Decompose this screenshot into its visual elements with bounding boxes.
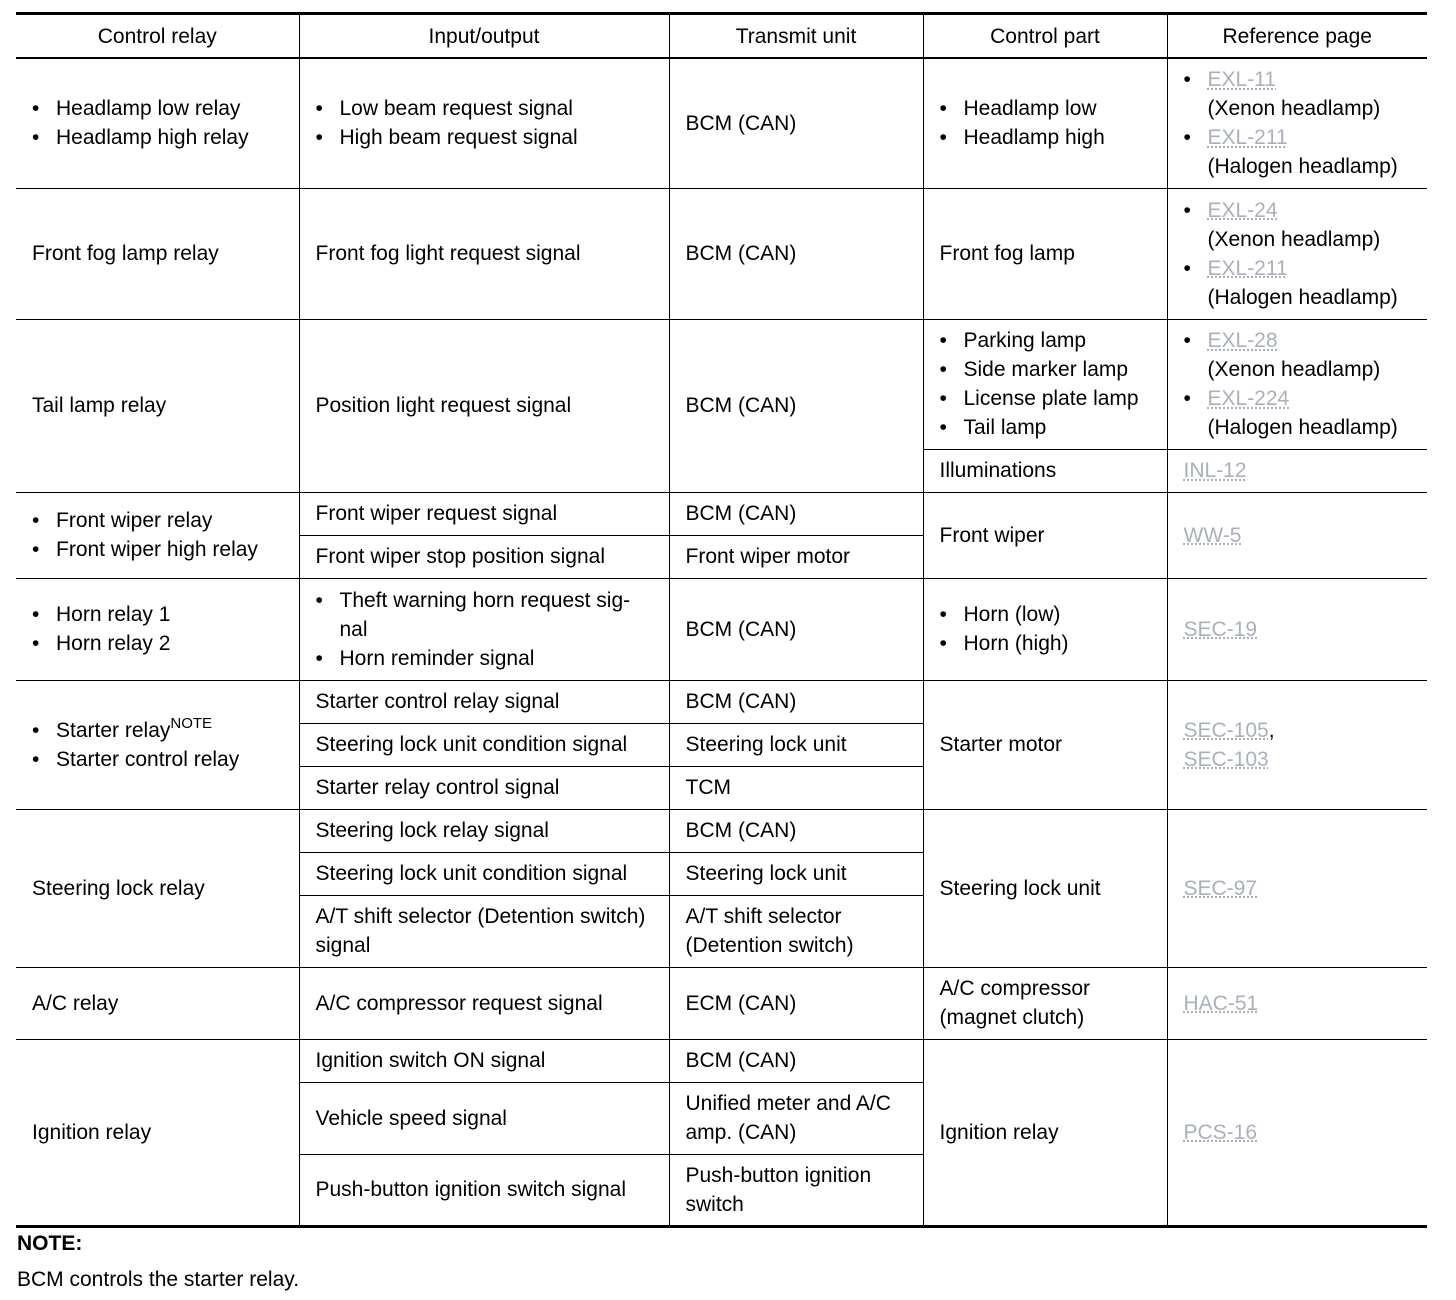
input-output-cell: Front wiper request signal <box>299 492 669 535</box>
reference-page-cell <box>1167 967 1427 1039</box>
list-item: • Horn (high) <box>940 629 1157 658</box>
reference-link[interactable]: EXL-211 <box>1207 256 1288 280</box>
control-part-cell: Starter motor <box>923 680 1167 809</box>
table-row-ac <box>16 967 1427 1039</box>
list-item: • Headlamp high relay <box>32 123 289 152</box>
input-output-cell: Position light request signal <box>299 319 669 492</box>
control-part-cell: Ignition relay <box>923 1039 1167 1226</box>
header-input-output: Input/output <box>299 14 669 59</box>
reference-link[interactable]: EXL-11 <box>1207 68 1276 92</box>
header-control-relay: Control relay <box>16 14 299 59</box>
transmit-unit-cell: Steering lock unit <box>669 852 923 895</box>
transmit-unit-cell: Push-button ignition switch <box>669 1154 923 1226</box>
table-row-horn <box>16 578 1427 680</box>
input-output-cell: Vehicle speed signal <box>299 1082 669 1154</box>
list-item: • Front wiper high relay <box>32 535 289 564</box>
reference-page-cell <box>1167 188 1427 319</box>
control-relay-cell: Steering lock relay <box>16 809 299 967</box>
reference-note: (Halogen headlamp) <box>1207 155 1398 179</box>
input-output-cell: Starter relay control signal <box>299 766 669 809</box>
note-superscript: NOTE <box>170 714 213 732</box>
control-part-cell: Steering lock unit <box>923 809 1167 967</box>
input-output-cell: A/T shift selector (Detention switch) signal <box>299 895 669 967</box>
reference-page-cell <box>1167 58 1427 188</box>
control-relay-cell: A/C relay <box>16 967 299 1039</box>
control-relay-cell <box>16 680 299 809</box>
input-output-cell <box>299 58 669 188</box>
relay-table-wrapper <box>16 12 1427 1228</box>
transmit-unit-cell: BCM (CAN) <box>669 188 923 319</box>
input-output-cell: Ignition switch ON signal <box>299 1039 669 1082</box>
list-item: • Horn relay 1 <box>32 600 289 629</box>
reference-page-cell <box>1167 1039 1427 1226</box>
table-row-tail-lamp <box>16 319 1427 449</box>
list-item: • Starter control relay <box>32 745 289 774</box>
control-relay-cell: Front fog lamp relay <box>16 188 299 319</box>
input-output-cell: A/C compressor request signal <box>299 967 669 1039</box>
list-item: • License plate lamp <box>940 384 1157 413</box>
list-item: • Low beam request signal <box>316 94 659 123</box>
reference-link[interactable]: INL-12 <box>1183 459 1247 482</box>
control-part-cell: Illuminations <box>923 449 1167 492</box>
list-item: • Tail lamp <box>940 413 1157 442</box>
input-output-cell <box>299 578 669 680</box>
reference-page-cell <box>1167 319 1427 449</box>
transmit-unit-cell: BCM (CAN) <box>669 58 923 188</box>
input-output-cell: Push-button ignition switch signal <box>299 1154 669 1226</box>
control-part-cell <box>923 58 1167 188</box>
transmit-unit-cell: BCM (CAN) <box>669 680 923 723</box>
reference-note: (Xenon headlamp) <box>1207 358 1381 381</box>
table-row-front-fog <box>16 188 1427 319</box>
list-item: • Side marker lamp <box>940 355 1157 384</box>
reference-link[interactable]: WW-5 <box>1183 523 1242 547</box>
reference-link[interactable]: EXL-24 <box>1207 198 1278 222</box>
table-row-ignition <box>16 1039 1427 1082</box>
reference-page-cell <box>1167 809 1427 967</box>
reference-link[interactable]: PCS-16 <box>1183 1120 1258 1144</box>
list-item: • Headlamp low relay <box>32 94 289 123</box>
input-output-cell: Front fog light request signal <box>299 188 669 319</box>
header-transmit-unit: Transmit unit <box>669 14 923 59</box>
control-relay-cell <box>16 58 299 188</box>
control-part-cell <box>923 578 1167 680</box>
list-item: • Headlamp low <box>940 94 1157 123</box>
reference-link[interactable]: SEC-19 <box>1183 617 1258 641</box>
reference-separator: , <box>1268 718 1275 742</box>
table-row-steering-lock <box>16 809 1427 852</box>
transmit-unit-cell: BCM (CAN) <box>669 578 923 680</box>
list-item <box>32 716 289 745</box>
control-relay-table <box>16 12 1427 1228</box>
list-item <box>1184 326 1418 384</box>
list-item <box>1184 123 1418 181</box>
starter-relay-label: Starter relay <box>56 718 171 742</box>
control-relay-cell <box>16 578 299 680</box>
reference-link[interactable]: HAC-51 <box>1183 991 1259 1015</box>
note-text: BCM controls the starter relay. <box>17 1268 300 1291</box>
list-item <box>1184 65 1418 123</box>
list-item <box>1184 384 1418 442</box>
input-output-cell: Front wiper stop position signal <box>299 535 669 578</box>
list-item: • Horn relay 2 <box>32 629 289 658</box>
transmit-unit-cell: BCM (CAN) <box>669 319 923 492</box>
list-item: • Parking lamp <box>940 326 1157 355</box>
reference-note: (Halogen headlamp) <box>1207 285 1398 309</box>
list-item: • Front wiper relay <box>32 506 289 535</box>
transmit-unit-cell: Front wiper motor <box>669 535 923 578</box>
control-part-cell: A/C compressor (magnet clutch) <box>923 967 1167 1039</box>
reference-link[interactable]: EXL-28 <box>1207 329 1278 352</box>
header-reference-page: Reference page <box>1167 14 1427 59</box>
reference-page-cell <box>1167 449 1427 492</box>
transmit-unit-cell: BCM (CAN) <box>669 809 923 852</box>
input-output-cell: Steering lock unit condition signal <box>299 723 669 766</box>
table-row-starter <box>16 680 1427 723</box>
control-part-cell <box>923 319 1167 449</box>
control-relay-cell <box>16 492 299 578</box>
input-output-cell: Starter control relay signal <box>299 680 669 723</box>
header-row <box>16 14 1427 59</box>
reference-link[interactable]: SEC-97 <box>1183 876 1258 900</box>
reference-link[interactable]: SEC-105 <box>1183 718 1269 742</box>
table-row-front-wiper <box>16 492 1427 535</box>
reference-page-cell <box>1167 680 1427 809</box>
transmit-unit-cell: BCM (CAN) <box>669 1039 923 1082</box>
transmit-unit-cell: Unified meter and A/C amp. (CAN) <box>669 1082 923 1154</box>
transmit-unit-cell: Steering lock unit <box>669 723 923 766</box>
reference-page-cell <box>1167 578 1427 680</box>
reference-page-cell <box>1167 492 1427 578</box>
reference-link[interactable]: SEC-103 <box>1183 747 1269 771</box>
list-item: • High beam request signal <box>316 123 659 152</box>
reference-link[interactable]: EXL-224 <box>1207 387 1290 410</box>
control-relay-cell: Ignition relay <box>16 1039 299 1226</box>
list-item <box>1184 196 1418 254</box>
control-relay-cell: Tail lamp relay <box>16 319 299 492</box>
reference-link[interactable]: EXL-211 <box>1207 126 1288 150</box>
transmit-unit-cell: BCM (CAN) <box>669 492 923 535</box>
transmit-unit-cell: ECM (CAN) <box>669 967 923 1039</box>
list-item <box>1184 254 1418 312</box>
control-part-cell: Front wiper <box>923 492 1167 578</box>
reference-note: (Halogen headlamp) <box>1207 416 1398 439</box>
list-item: • Horn reminder signal <box>316 644 659 673</box>
list-item: • Headlamp high <box>940 123 1157 152</box>
transmit-unit-cell: TCM <box>669 766 923 809</box>
input-output-cell: Steering lock unit condition signal <box>299 852 669 895</box>
control-part-cell: Front fog lamp <box>923 188 1167 319</box>
list-item: • Horn (low) <box>940 600 1157 629</box>
header-control-part: Control part <box>923 14 1167 59</box>
note-title: NOTE: <box>17 1232 83 1255</box>
table-row-headlamp <box>16 58 1427 188</box>
input-output-cell: Steering lock relay signal <box>299 809 669 852</box>
list-item: • Theft warning horn request sig-nal <box>316 586 659 644</box>
reference-note: (Xenon headlamp) <box>1207 227 1381 251</box>
reference-note: (Xenon headlamp) <box>1207 97 1381 121</box>
transmit-unit-cell: A/T shift selector (Detention switch) <box>669 895 923 967</box>
